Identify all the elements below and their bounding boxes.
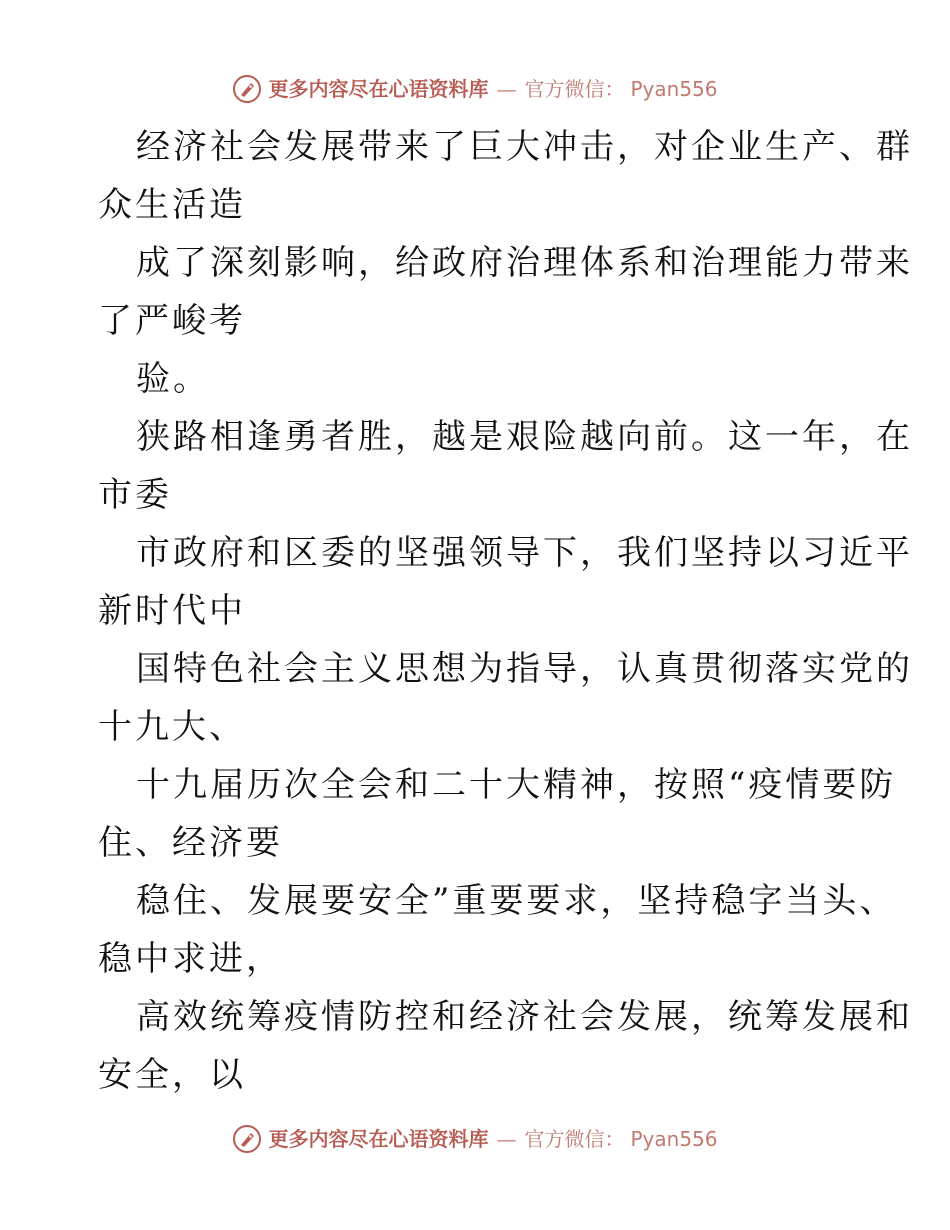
watermark-dash: — xyxy=(496,1127,517,1151)
body-line: 高效统筹疫情防控和经济社会发展，统筹发展和 xyxy=(136,997,913,1037)
body-line: 狭路相逢勇者胜，越是艰险越向前。这一年，在 xyxy=(136,417,913,457)
pen-nib-logo-icon xyxy=(232,1124,262,1154)
watermark-wechat-id: Pyan556 xyxy=(630,1127,718,1151)
body-line: 验。 xyxy=(136,359,210,399)
body-line: 市政府和区委的坚强领导下，我们坚持以习近平 xyxy=(136,533,913,573)
body-line: 十九大、 xyxy=(98,707,246,747)
body-line: 新时代中 xyxy=(98,591,246,631)
body-line: 成了深刻影响，给政府治理体系和治理能力带来 xyxy=(136,243,913,283)
header-watermark xyxy=(0,72,950,106)
pen-nib-logo-icon xyxy=(232,74,262,104)
body-line: 安全，以 xyxy=(98,1055,246,1095)
footer-watermark xyxy=(0,1122,950,1156)
watermark-wechat-label: 官方微信： xyxy=(524,1127,625,1151)
body-line: 众生活造 xyxy=(98,185,246,225)
watermark-main-text: 更多内容尽在心语资料库 xyxy=(268,77,489,101)
body-line: 十九届历次全会和二十大精神，按照“疫情要防 xyxy=(136,765,897,805)
body-line: 市委 xyxy=(98,475,172,515)
watermark-main-text: 更多内容尽在心语资料库 xyxy=(268,1127,489,1151)
watermark-dash: — xyxy=(496,77,517,101)
body-line: 稳住、发展要安全”重要要求，坚持稳字当头、 xyxy=(136,881,897,921)
body-line: 稳中求进， xyxy=(98,939,283,979)
body-line: 经济社会发展带来了巨大冲击，对企业生产、群 xyxy=(136,127,913,167)
watermark-wechat-id: Pyan556 xyxy=(630,77,718,101)
body-line: 了严峻考 xyxy=(98,301,246,341)
watermark-wechat-label: 官方微信： xyxy=(524,77,625,101)
body-line: 住、经济要 xyxy=(98,823,283,863)
body-line: 国特色社会主义思想为指导，认真贯彻落实党的 xyxy=(136,649,913,689)
document-body xyxy=(98,118,913,1104)
